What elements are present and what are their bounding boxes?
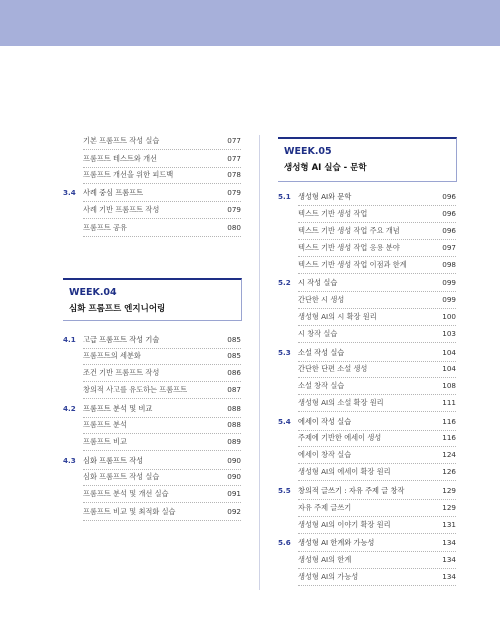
toc-dotted-rule	[298, 256, 456, 257]
toc-entry-title: 간단한 시 생성	[298, 295, 345, 304]
toc-dotted-rule	[298, 291, 456, 292]
week04-label: WEEK.04	[69, 287, 117, 298]
week04-title: 심화 프롬프트 엔지니어링	[69, 304, 166, 314]
toc-section-number: 4.3	[63, 456, 76, 465]
column-divider	[259, 135, 260, 590]
toc-entry-row[interactable]	[63, 366, 241, 380]
toc-page-number: 116	[442, 417, 456, 426]
toc-page-number: 092	[227, 507, 241, 516]
toc-entry-row[interactable]	[63, 203, 241, 217]
toc-entry-title: 텍스트 기반 생성 작업 응용 분야	[298, 243, 400, 252]
toc-page-number: 111	[442, 398, 456, 407]
toc-entry-row[interactable]	[278, 379, 456, 393]
toc-dotted-rule	[298, 585, 456, 586]
toc-dotted-rule	[298, 394, 456, 395]
toc-page-number: 099	[442, 295, 456, 304]
toc-page-number: 097	[442, 243, 456, 252]
toc-page-number: 079	[227, 205, 241, 214]
toc-entry-row[interactable]	[63, 435, 241, 449]
toc-entry-title: 에세이 작성 실습	[298, 417, 352, 426]
toc-dotted-rule	[83, 485, 241, 486]
toc-entry-title: 생성형 AI의 한계	[298, 555, 352, 564]
toc-page-number: 090	[227, 456, 241, 465]
toc-section-row[interactable]	[278, 276, 456, 290]
toc-section-number: 5.3	[278, 348, 291, 357]
toc-page-number: 085	[227, 351, 241, 360]
toc-page-number: 129	[442, 486, 456, 495]
toc-page-number: 103	[442, 329, 456, 338]
toc-entry-title: 생성형 AI의 시 확장 원리	[298, 312, 377, 321]
toc-entry-title: 기본 프롬프트 작성 실습	[83, 136, 160, 145]
toc-entry-title: 생성형 AI의 에세이 확장 원리	[298, 467, 391, 476]
toc-entry-row[interactable]	[278, 241, 456, 255]
toc-entry-title: 프롬프트 비교 및 최적화 실습	[83, 507, 176, 516]
toc-section-row[interactable]	[278, 536, 456, 550]
toc-page-number: 086	[227, 368, 241, 377]
toc-entry-row[interactable]	[63, 221, 241, 235]
toc-dotted-rule	[83, 433, 241, 434]
toc-dotted-rule	[298, 551, 456, 552]
toc-dotted-rule	[83, 520, 241, 521]
toc-entry-title: 시 작성 실습	[298, 278, 338, 287]
toc-entry-row[interactable]	[278, 396, 456, 410]
toc-page-number: 134	[442, 538, 456, 547]
week05-label: WEEK.05	[284, 146, 332, 157]
toc-entry-row[interactable]	[278, 501, 456, 515]
toc-entry-row[interactable]	[278, 293, 456, 307]
toc-section-number: 5.1	[278, 192, 291, 201]
toc-entry-row[interactable]	[278, 518, 456, 532]
toc-entry-row[interactable]	[278, 310, 456, 324]
toc-dotted-rule	[83, 381, 241, 382]
toc-section-number: 5.4	[278, 417, 291, 426]
toc-entry-title: 생성형 AI 한계와 가능성	[298, 538, 375, 547]
toc-dotted-rule	[298, 533, 456, 534]
toc-dotted-rule	[298, 205, 456, 206]
toc-entry-title: 심화 프롬프트 작성 실습	[83, 472, 160, 481]
toc-dotted-rule	[298, 239, 456, 240]
toc-entry-row[interactable]	[63, 418, 241, 432]
toc-section-number: 5.5	[278, 486, 291, 495]
toc-page-number: 089	[227, 437, 241, 446]
toc-entry-row[interactable]	[63, 349, 241, 363]
toc-entry-title: 프롬프트의 세분화	[83, 351, 141, 360]
toc-dotted-rule	[83, 364, 241, 365]
toc-page-number: 096	[442, 192, 456, 201]
toc-entry-title: 고급 프롬프트 작성 기술	[83, 335, 160, 344]
toc-entry-title: 창의적 사고를 유도하는 프롬프트	[83, 385, 188, 394]
toc-entry-title: 간단한 단편 소설 생성	[298, 364, 368, 373]
week04-box	[63, 278, 242, 321]
toc-entry-row[interactable]	[278, 258, 456, 272]
toc-section-row[interactable]	[63, 186, 241, 200]
toc-dotted-rule	[298, 273, 456, 274]
toc-page-number: 134	[442, 555, 456, 564]
toc-entry-title: 텍스트 기반 생성 작업 이점과 한계	[298, 260, 407, 269]
toc-entry-title: 프롬프트 비교	[83, 437, 127, 446]
toc-section-row[interactable]	[278, 484, 456, 498]
toc-page-number: 100	[442, 312, 456, 321]
toc-dotted-rule	[83, 502, 241, 503]
toc-page-number: 078	[227, 170, 241, 179]
toc-page-number: 077	[227, 154, 241, 163]
toc-page-number: 124	[442, 450, 456, 459]
toc-entry-row[interactable]	[63, 134, 241, 148]
toc-entry-title: 프롬프트 공유	[83, 223, 127, 232]
toc-entry-title: 시 창작 실습	[298, 329, 338, 338]
toc-section-number: 3.4	[63, 188, 76, 197]
toc-dotted-rule	[298, 463, 456, 464]
toc-entry-row[interactable]	[63, 383, 241, 397]
toc-section-row[interactable]	[63, 454, 241, 468]
toc-section-row[interactable]	[278, 190, 456, 204]
toc-dotted-rule	[83, 201, 241, 202]
toc-page-number: 080	[227, 223, 241, 232]
toc-entry-row[interactable]	[278, 362, 456, 376]
toc-dotted-rule	[298, 325, 456, 326]
toc-dotted-rule	[298, 222, 456, 223]
toc-dotted-rule	[298, 568, 456, 569]
toc-entry-title: 심화 프롬프트 작성	[83, 456, 144, 465]
toc-entry-row[interactable]	[278, 553, 456, 567]
toc-page-number: 085	[227, 335, 241, 344]
toc-page-number: 096	[442, 226, 456, 235]
toc-dotted-rule	[298, 308, 456, 309]
toc-page-number: 088	[227, 404, 241, 413]
toc-dotted-rule	[83, 236, 241, 237]
toc-page-number: 108	[442, 381, 456, 390]
toc-page-number: 077	[227, 136, 241, 145]
toc-entry-title: 생성형 AI와 문학	[298, 192, 352, 201]
toc-entry-row[interactable]	[278, 465, 456, 479]
toc-page-number: 096	[442, 209, 456, 218]
toc-page-number: 116	[442, 433, 456, 442]
toc-entry-row[interactable]	[63, 152, 241, 166]
toc-dotted-rule	[298, 446, 456, 447]
toc-entry-title: 프롬프트 분석 및 비교	[83, 404, 153, 413]
header-band	[0, 0, 500, 46]
toc-entry-row[interactable]	[63, 168, 241, 182]
toc-dotted-rule	[298, 499, 456, 500]
toc-page-number: 079	[227, 188, 241, 197]
toc-entry-title: 텍스트 기반 생성 작업 주요 개념	[298, 226, 400, 235]
toc-entry-title: 창의적 글쓰기 : 자유 주제 글 창작	[298, 486, 405, 495]
toc-entry-title: 사례 중심 프롬프트	[83, 188, 144, 197]
toc-page-number: 090	[227, 472, 241, 481]
toc-entry-title: 프롬프트 분석 및 개선 실습	[83, 489, 169, 498]
toc-entry-title: 소설 작성 실습	[298, 348, 345, 357]
toc-page-number: 098	[442, 260, 456, 269]
toc-page-number: 104	[442, 348, 456, 357]
toc-dotted-rule	[83, 450, 241, 451]
toc-page-number: 131	[442, 520, 456, 529]
toc-entry-row[interactable]	[278, 207, 456, 221]
toc-entry-title: 프롬프트 개선을 위한 피드백	[83, 170, 174, 179]
toc-dotted-rule	[298, 411, 456, 412]
toc-entry-row[interactable]	[278, 448, 456, 462]
toc-section-number: 5.2	[278, 278, 291, 287]
toc-entry-row[interactable]	[63, 487, 241, 501]
toc-entry-title: 생성형 AI의 이야기 확장 원리	[298, 520, 391, 529]
toc-dotted-rule	[83, 398, 241, 399]
toc-dotted-rule	[83, 218, 241, 219]
toc-entry-row[interactable]	[63, 470, 241, 484]
toc-dotted-rule	[83, 183, 241, 184]
toc-entry-title: 생성형 AI의 가능성	[298, 572, 359, 581]
toc-section-number: 4.1	[63, 335, 76, 344]
toc-entry-title: 자유 주제 글쓰기	[298, 503, 352, 512]
toc-entry-row[interactable]	[63, 505, 241, 519]
toc-section-row[interactable]	[63, 333, 241, 347]
toc-section-row[interactable]	[278, 415, 456, 429]
toc-page-number: 134	[442, 572, 456, 581]
toc-dotted-rule	[83, 149, 241, 150]
toc-page-number: 091	[227, 489, 241, 498]
toc-section-row[interactable]	[63, 402, 241, 416]
toc-entry-title: 주제에 기반한 에세이 생성	[298, 433, 382, 442]
toc-entry-title: 사례 기반 프롬프트 작성	[83, 205, 160, 214]
toc-page-number: 099	[442, 278, 456, 287]
toc-entry-row[interactable]	[278, 224, 456, 238]
toc-page-number: 129	[442, 503, 456, 512]
toc-page-number: 088	[227, 420, 241, 429]
week05-box	[278, 137, 457, 182]
toc-entry-title: 생성형 AI의 소설 확장 원리	[298, 398, 384, 407]
toc-entry-row[interactable]	[278, 327, 456, 341]
toc-entry-title: 소설 창작 실습	[298, 381, 345, 390]
toc-entry-title: 프롬프트 테스트와 개선	[83, 154, 158, 163]
week05-title: 생성형 AI 실습 - 문학	[284, 163, 367, 173]
toc-entry-title: 조건 기반 프롬프트 작성	[83, 368, 160, 377]
toc-page-number: 087	[227, 385, 241, 394]
toc-page-number: 104	[442, 364, 456, 373]
toc-dotted-rule	[298, 480, 456, 481]
toc-dotted-rule	[298, 342, 456, 343]
toc-entry-row[interactable]	[278, 431, 456, 445]
toc-page-number: 126	[442, 467, 456, 476]
toc-entry-row[interactable]	[278, 570, 456, 584]
toc-dotted-rule	[298, 516, 456, 517]
toc-section-number: 5.6	[278, 538, 291, 547]
toc-entry-title: 에세이 창작 실습	[298, 450, 352, 459]
toc-entry-title: 텍스트 기반 생성 작업	[298, 209, 368, 218]
toc-section-row[interactable]	[278, 346, 456, 360]
toc-entry-title: 프롬프트 분석	[83, 420, 127, 429]
toc-dotted-rule	[298, 377, 456, 378]
toc-section-number: 4.2	[63, 404, 76, 413]
